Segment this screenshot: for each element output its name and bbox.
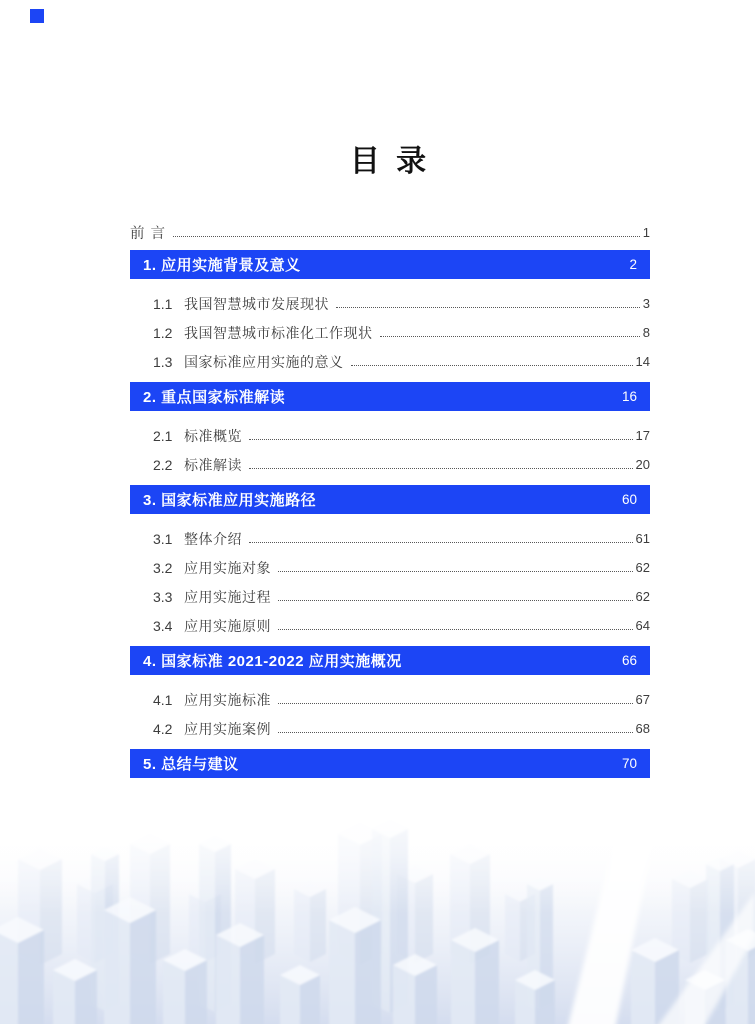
- dot-leader: [278, 571, 633, 572]
- page-number: 67: [635, 692, 650, 707]
- page-number: 1: [642, 225, 650, 240]
- toc-item-row[interactable]: [130, 582, 650, 611]
- page-number: 64: [635, 618, 650, 633]
- corner-accent-square: [30, 9, 44, 23]
- toc-section-items: [130, 279, 650, 376]
- toc-item-number: 3.1: [153, 530, 173, 547]
- page-number: 2: [629, 257, 637, 272]
- toc-section: [130, 646, 650, 743]
- page-number: 66: [621, 653, 637, 668]
- page-number: 62: [635, 560, 650, 575]
- toc-item-number: 1.3: [153, 353, 173, 370]
- toc-section-label: 3. 国家标准应用实施路径: [143, 492, 317, 509]
- toc-section: [130, 382, 650, 479]
- dot-leader: [249, 468, 633, 469]
- toc-item-title: 应用实施过程: [184, 588, 271, 605]
- page-number: 70: [621, 756, 637, 771]
- toc-section: [130, 250, 650, 376]
- toc-section-banner[interactable]: [130, 485, 650, 514]
- toc-item-row[interactable]: [130, 450, 650, 479]
- toc-section-banner[interactable]: [130, 250, 650, 279]
- toc-section: [130, 749, 650, 778]
- toc-item-number: 4.2: [153, 720, 173, 737]
- page-number: 62: [635, 589, 650, 604]
- toc-section-items: [130, 411, 650, 479]
- page-number: 20: [635, 457, 650, 472]
- toc-section-items: [130, 675, 650, 743]
- toc-item-number: 3.3: [153, 588, 173, 605]
- toc-item-row[interactable]: [130, 553, 650, 582]
- toc-section-banner[interactable]: [130, 646, 650, 675]
- toc-section-label: 2. 重点国家标准解读: [143, 389, 286, 406]
- toc-item-title: 应用实施原则: [184, 617, 271, 634]
- dot-leader: [278, 600, 633, 601]
- toc-item-row[interactable]: [130, 524, 650, 553]
- dot-leader: [380, 336, 640, 337]
- page-number: 61: [635, 531, 650, 546]
- toc-item-title: 标准解读: [184, 456, 242, 473]
- toc-item-row[interactable]: [130, 421, 650, 450]
- toc-item-number: 3.4: [153, 617, 173, 634]
- toc-item-title: 标准概览: [184, 427, 242, 444]
- toc-preface-label: 前 言: [130, 226, 167, 242]
- dot-leader: [278, 732, 633, 733]
- city-illustration: [0, 784, 755, 1024]
- toc-item-number: 4.1: [153, 691, 173, 708]
- toc-preface-row[interactable]: [130, 221, 650, 244]
- dot-leader: [249, 439, 633, 440]
- dot-leader: [336, 307, 640, 308]
- toc-item-row[interactable]: [130, 685, 650, 714]
- toc-item-title: 我国智慧城市发展现状: [184, 295, 329, 312]
- toc-item-title: 应用实施案例: [184, 720, 271, 737]
- toc-item-number: 3.2: [153, 559, 173, 576]
- dot-leader: [249, 542, 633, 543]
- toc-item-number: 1.1: [153, 295, 173, 312]
- toc-item-row[interactable]: [130, 611, 650, 640]
- toc-item-number: 1.2: [153, 324, 173, 341]
- toc-section-label: 1. 应用实施背景及意义: [143, 257, 301, 274]
- toc-section-items: [130, 514, 650, 640]
- toc-item-row[interactable]: [130, 318, 650, 347]
- page-title: 目 录: [349, 145, 431, 178]
- page-number: 3: [642, 296, 650, 311]
- toc-item-number: 2.1: [153, 427, 173, 444]
- page-number: 8: [642, 325, 650, 340]
- toc-item-number: 2.2: [153, 456, 173, 473]
- toc-section-label: 5. 总结与建议: [143, 756, 239, 773]
- toc-item-row[interactable]: [130, 289, 650, 318]
- page-number: 14: [635, 354, 650, 369]
- dot-leader: [351, 365, 633, 366]
- page-number: 16: [621, 389, 637, 404]
- page-number: 60: [621, 492, 637, 507]
- toc-item-row[interactable]: [130, 714, 650, 743]
- toc-item-title: 应用实施标准: [184, 691, 271, 708]
- toc-item-title: 整体介绍: [184, 530, 242, 547]
- dot-leader: [278, 703, 633, 704]
- toc-section: [130, 485, 650, 640]
- dot-leader: [278, 629, 633, 630]
- toc-section-label: 4. 国家标准 2021-2022 应用实施概况: [143, 653, 402, 670]
- dot-leader: [173, 236, 640, 237]
- toc-section-banner[interactable]: [130, 382, 650, 411]
- toc-list: [130, 221, 650, 778]
- page-number: 17: [635, 428, 650, 443]
- toc-section-banner[interactable]: [130, 749, 650, 778]
- toc-item-title: 我国智慧城市标准化工作现状: [184, 324, 373, 341]
- toc-item-title: 国家标准应用实施的意义: [184, 353, 344, 370]
- toc-item-title: 应用实施对象: [184, 559, 271, 576]
- page-number: 68: [635, 721, 650, 736]
- toc-item-row[interactable]: [130, 347, 650, 376]
